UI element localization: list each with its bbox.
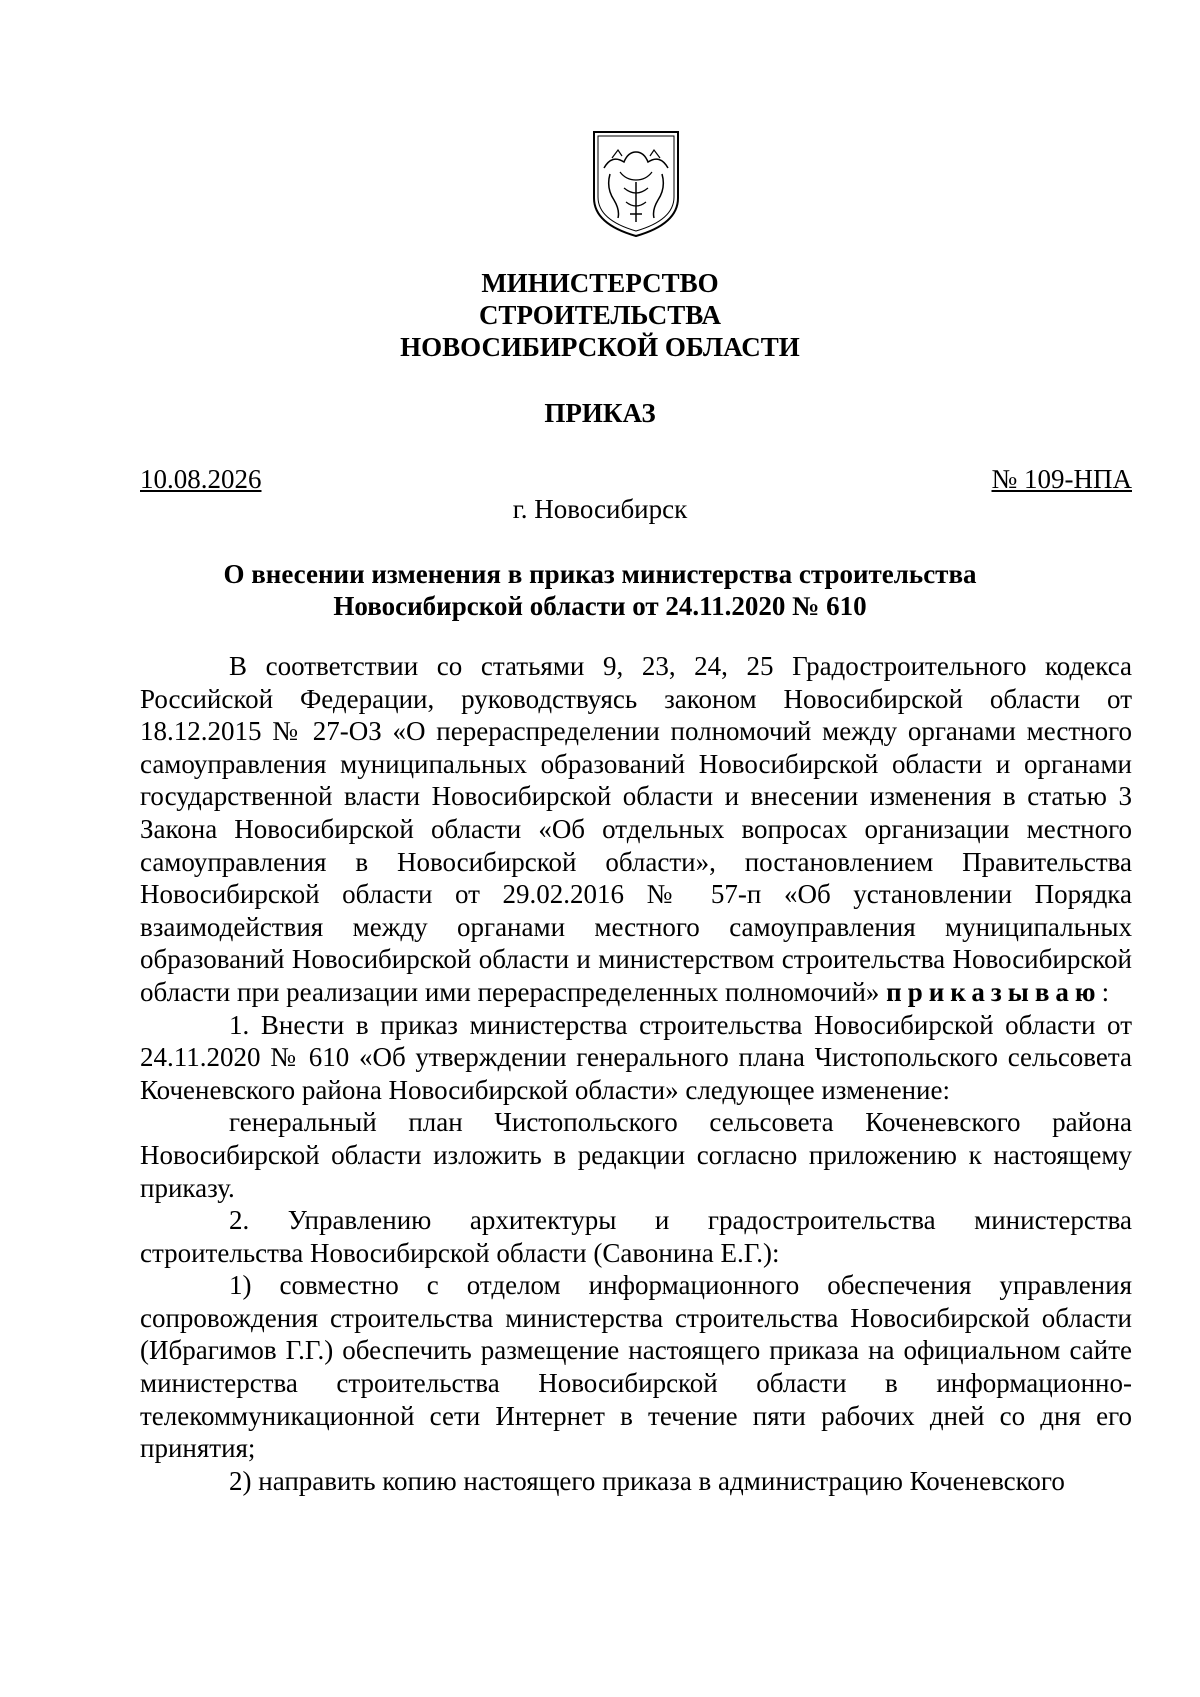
document-number: № 109-НПА	[991, 464, 1132, 494]
document-city: г. Новосибирск	[512, 494, 688, 524]
body-paragraph: генеральный план Чистопольского сельсовета Коченевского района Новосибирской области изложить в редакции согласно приложению к настоящему приказу.	[140, 1107, 1132, 1203]
document-type: ПРИКАЗ	[544, 398, 656, 428]
preamble-paragraph	[140, 650, 1132, 1009]
body-paragraph: 2. Управлению архитектуры и градостроительства министерства строительства Новосибирской области (Савонина Е.Г.):	[140, 1205, 1132, 1268]
body-paragraph: 1. Внести в приказ министерства строительства Новосибирской области от 24.11.2020 № 610 «Об утверждении генерального плана Чистопольского сельсовета Коченевского района Новосибирской области» следующее изменение:	[140, 1009, 1132, 1105]
ministry-name	[0, 267, 1200, 363]
preamble-end: :	[1101, 976, 1110, 1007]
title-line: Новосибирской области от 24.11.2020 № 610	[333, 591, 867, 621]
coat-of-arms-icon	[590, 128, 682, 240]
ministry-line: НОВОСИБИРСКОЙ ОБЛАСТИ	[400, 332, 800, 362]
body-paragraph: 2) направить копию настоящего приказа в администрацию Коченевского	[229, 1465, 1065, 1496]
document-body	[140, 650, 1132, 1497]
document-date: 10.08.2026	[140, 464, 262, 494]
document-title	[0, 558, 1200, 622]
preamble-text: В соответствии со статьями 9, 23, 24, 25 Градостроительного кодекса Российской Федерации, руководствуясь законом Новосибирской области от 18.12.2015 № 27-ОЗ «О перераспределении полномочий между органами местного самоуправления муниципальных образований Новосибирской области и органами государственной власти Новосибирской области и внесении изменения в статью 3 Закона Новосибирской области «Об отдельных вопросах организации местного самоуправления в Новосибирской области», постановлением Правительства Новосибирской области от 29.02.2016 № 57-п «Об установлении Порядка взаимодействия между органами местного самоуправления муниципальных образований Новосибирской области и министерством строительства Новосибирской области при реализации ими перераспределенных полномочий»	[140, 651, 1132, 1007]
body-paragraph: 1) совместно с отделом информационного обеспечения управления сопровождения строительства министерства строительства Новосибирской области (Ибрагимов Г.Г.) обеспечить размещение настоящего приказа на официальном сайте министерства строительства Новосибирской области в информационно-телекоммуникационной сети Интернет в течение пяти рабочих дней со дня его принятия;	[140, 1270, 1132, 1464]
order-word: приказываю	[886, 976, 1102, 1007]
title-line: О внесении изменения в приказ министерства строительства	[223, 559, 977, 589]
ministry-line: СТРОИТЕЛЬСТВА	[478, 300, 722, 330]
ministry-line: МИНИСТЕРСТВО	[481, 268, 719, 298]
